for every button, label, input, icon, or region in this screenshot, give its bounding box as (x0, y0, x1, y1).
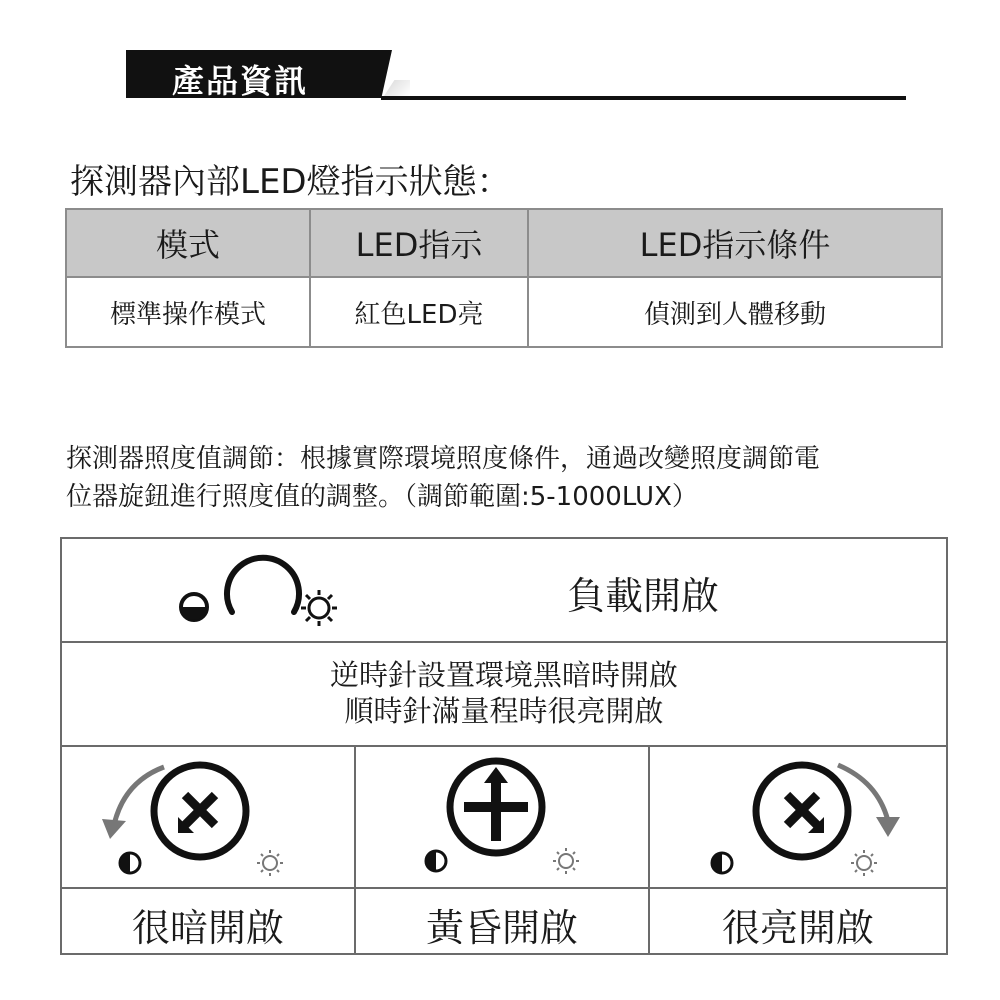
label-very-bright: 很亮開啟 (721, 906, 874, 950)
section-header (126, 50, 906, 102)
label-cell-dusk (356, 889, 650, 953)
knob-cell-dark (62, 747, 356, 887)
half-moon-icon (181, 594, 207, 620)
table-header-row (66, 209, 942, 277)
column-header-condition: LED指示條件 (528, 209, 942, 277)
instruction-cw: 順時針滿量程時很亮開啟 (344, 694, 664, 728)
cell-condition: 偵測到人體移動 (528, 277, 942, 347)
label-dusk: 黃昏開啟 (425, 906, 578, 950)
lux-desc-line-2: 位器旋鈕進行照度值的調整。（調節範圍:5-1000LUX） (66, 482, 698, 512)
lux-desc-line-1: 探測器照度值調節：根據實際環境照度條件，通過改變照度調節電 (66, 444, 821, 474)
knob-center-icon (368, 747, 638, 887)
sun-icon (301, 590, 337, 626)
column-header-mode: 模式 (66, 209, 310, 277)
load-on-label: 負載開啟 (567, 574, 720, 618)
knob-cw-icon (662, 747, 932, 887)
cell-mode: 標準操作模式 (66, 277, 310, 347)
header-underline (381, 96, 906, 100)
led-status-title: 探測器內部LED燈指示狀態： (70, 162, 511, 202)
led-indicator-table (65, 208, 943, 348)
instruction-ccw: 逆時針設置環境黑暗時開啟 (329, 658, 678, 692)
header-sheen (384, 80, 410, 96)
label-very-dark: 很暗開啟 (131, 906, 284, 950)
instructions (62, 657, 946, 729)
label-cell-dark (62, 889, 356, 953)
potentiometer-table (60, 537, 948, 955)
label-cell-bright (650, 889, 946, 953)
dial-arc-icon (227, 558, 299, 612)
knob-cell-bright (650, 747, 946, 887)
header-title: 產品資訊 (172, 62, 309, 100)
knob-cell-dusk (356, 747, 650, 887)
knob-ccw-icon (74, 747, 344, 887)
table-row (66, 277, 942, 347)
cell-led: 紅色LED亮 (310, 277, 528, 347)
labels-row (62, 889, 946, 953)
load-on-row (62, 539, 946, 643)
dark-to-bright-range-icon (174, 549, 414, 629)
knob-icons-row (62, 747, 946, 889)
lux-adjustment-description (66, 440, 946, 516)
instructions-row (62, 643, 946, 747)
column-header-led: LED指示 (310, 209, 528, 277)
